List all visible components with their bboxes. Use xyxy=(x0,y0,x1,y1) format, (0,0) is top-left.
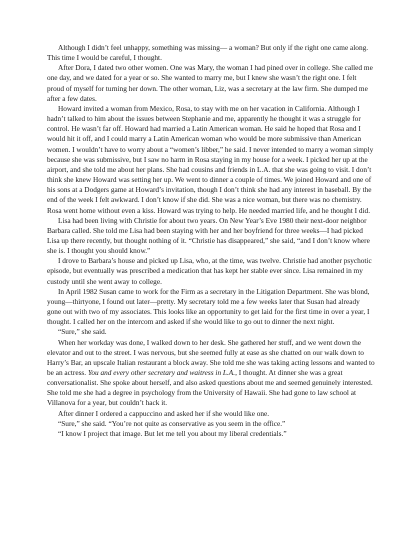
paragraph-3: Howard invited a woman from Mexico, Rosa, to stay with me on her vacation in California. Although I hadn’t talked to him about the issues between Stephanie and me, apparently he thought it was a struggle for control. He wasn’t far off. Howard had married a Latin American woman. He said he hoped that Rosa and I would hit it off, and I could marry a Latin American woman who would be more submissive than American women. I wouldn’t have to worry about a “women’s libber,” he said. I never intended to marry a woman simply because she was submissive, but I saw no harm in Rosa staying in my house for a week. I picked her up at the airport, and she told me about her plans. She had cousins and friends in L.A. that she was going to visit. I don’t think she knew Howard was setting her up. We went to dinner a couple of times. We joined Howard and one of his sons at a Dodgers game at Howard’s invitation, though I don’t think she had any interest in baseball. By the end of the week I felt awkward. I don’t know if she did. She was a nice woman, but there was no chemistry. Rosa went home without even a kiss. Howard was trying to help. He needed married life, and he thought I did. xyxy=(47,103,374,215)
paragraph-8-end: , I thought. At dinner she was a great conversationalist. She spoke about herself, and also asked questions about me and seemed genuinely interested. She told me she had a degree in psychology from the University of Hawaii. She had gone to law school at Villanova for a year, but couldn’t hack it. xyxy=(47,368,373,408)
paragraph-11: “I know I project that image. But let me tell you about my liberal credentials.” xyxy=(58,428,287,438)
paragraph-2: After Dora, I dated two other women. One was Mary, the woman I had pined over in college. She called me one day, and we dated for a year or so. She wanted to marry me, but I knew she wasn’t the right one. I felt proud of myself for turning her down. The other woman, Liz, was a secretary at the law firm. She dumped me after a few dates. xyxy=(47,63,373,103)
paragraph-9: After dinner I ordered a cappuccino and asked her if she would like one. xyxy=(58,408,270,418)
paragraph-10: “Sure,” she said. “You’re not quite as conservative as you seem in the office.” xyxy=(58,418,286,428)
paragraph-8-italic-thought: You and every other secretary and waitress in L.A. xyxy=(87,368,236,377)
paragraph-7: “Sure,” she said. xyxy=(58,327,107,337)
paragraph-4: Lisa had been living with Christie for about two years. On New Year’s Eve 1980 their next-door neighbor Barbara called. She told me Lisa had been staying with her and her boyfriend for three weeks—I had picked Lisa up there recently, but thought nothing of it. “Christie has disappeared,” she said, “and I don’t know where she is. I thought you should know.” xyxy=(47,215,370,256)
paragraph-6: In April 1982 Susan came to work for the Firm as a secretary in the Litigation Department. She was blond, young—thirtyone, I found out later—pretty. My secretary told me a few weeks later that Susan had already gone out with two of my associates. This looks like an opportunity to get laid for the first time in over a year, I thought. I called her on the intercom and asked if she would like to go out to dinner the next night. xyxy=(47,286,370,327)
paragraph-8-start: When her workday was done, I walked down to her desk. She gathered her stuff, and we went down the elevator and out to the street. I was nervous, but she seemed fully at ease as she chatted on our walk down to Harry’s Bar, an upscale Italian restaurant a block away. She told me she was taking acting lessons and wanted to be an actress. xyxy=(47,337,375,377)
paragraph-1: Although I didn’t feel unhappy, something was missing— a woman? But only if the right one came along. This time I would be careful, I thought. xyxy=(47,43,369,63)
paragraph-8 xyxy=(47,338,375,409)
paragraph-5: I drove to Barbara’s house and picked up Lisa, who, at the time, was twelve. Christie had another psychotic episode, but eventually was prescribed a medication that has kept her stable ever since. Lisa remained in my custody until she went away to college. xyxy=(47,256,372,286)
